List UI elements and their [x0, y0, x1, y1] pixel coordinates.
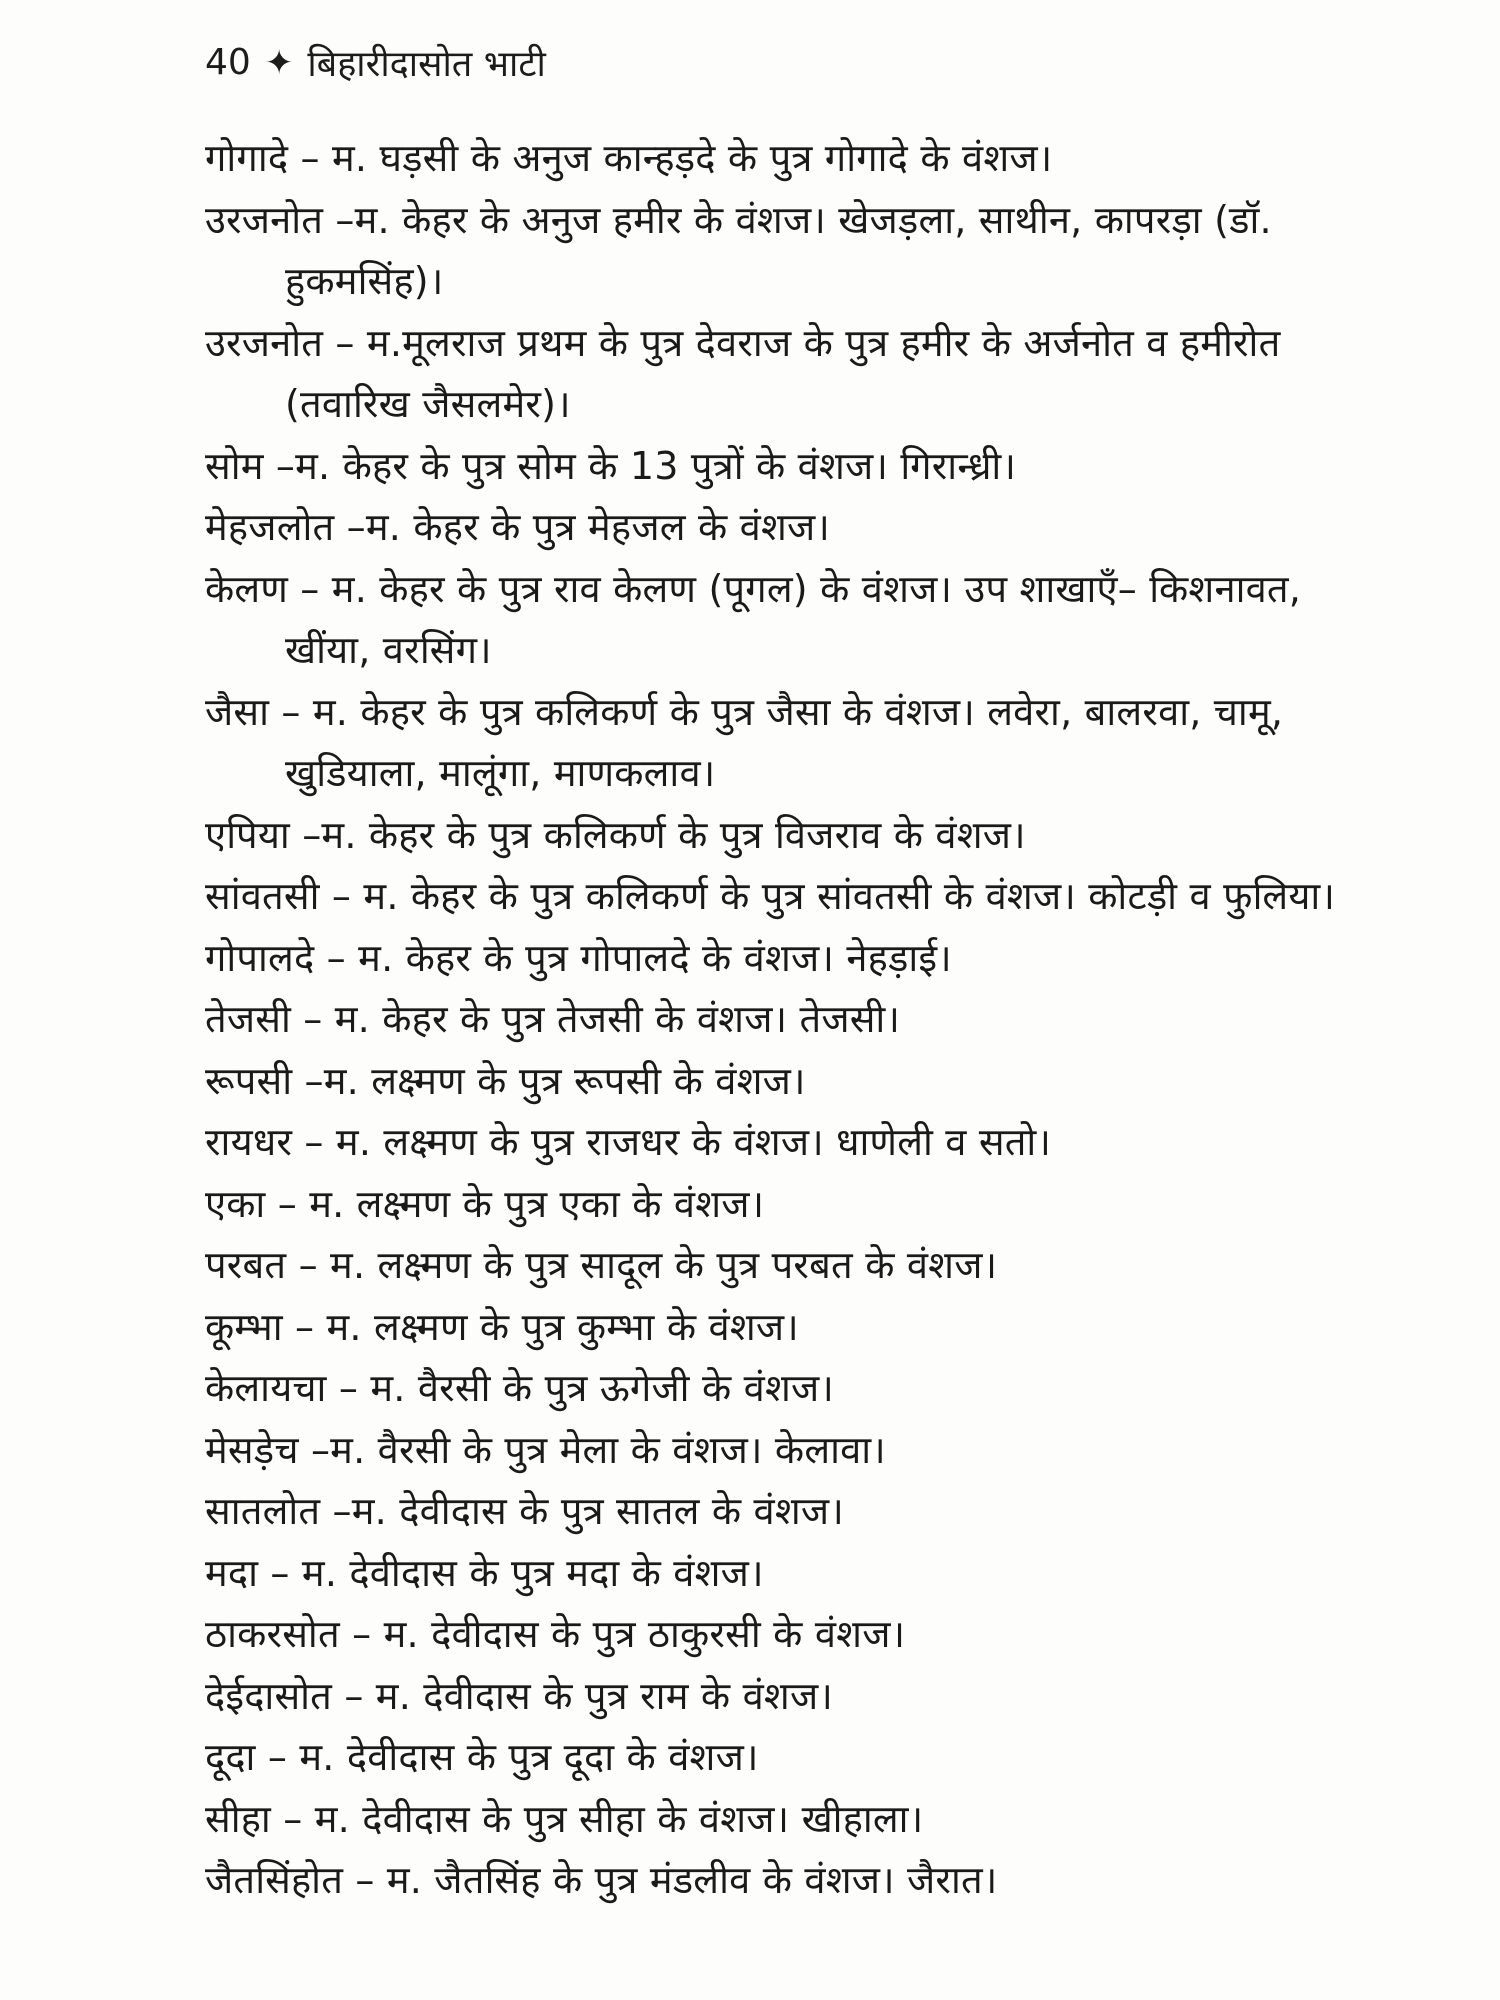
lineage-entry: ठाकरसोत – म. देवीदास के पुत्र ठाकुरसी के वंशज।	[205, 1612, 906, 1656]
lineage-entry: एपिया –म. केहर के पुत्र कलिकर्ण के पुत्र विजराव के वंशज।	[205, 812, 1026, 857]
lineage-entry: सातलोत –म. देवीदास के पुत्र सातल के वंशज।	[205, 1489, 844, 1533]
lineage-entry: दूदा – म. देवीदास के पुत्र दूदा के वंशज।	[205, 1735, 759, 1779]
lineage-entry: उरजनोत –म. केहर के अनुज हमीर के वंशज। खेजड़ला, साथीन, कापरड़ा (डॉ. हुकमसिंह)।	[205, 197, 1272, 303]
lineage-entry: केलायचा – म. वैरसी के पुत्र ऊगेजी के वंशज।	[205, 1366, 834, 1410]
running-title: बिहारीदासोत भाटी	[307, 44, 546, 85]
lineage-entry: जैसा – म. केहर के पुत्र कलिकर्ण के पुत्र जैसा के वंशज। लवेरा, बालरवा, चामू, खुडियाला, मालूंगा, माणकलाव।	[205, 689, 1284, 795]
lineage-entry: सांवतसी – म. केहर के पुत्र कलिकर्ण के पुत्र सांवतसी के वंशज। कोटड़ी व फुलिया।	[205, 874, 1336, 918]
lineage-entry: केलण – म. केहर के पुत्र राव केलण (पूगल) के वंशज। उप शाखाएँ– किशनावत, खींया, वरसिंग।	[205, 566, 1302, 672]
lineage-entry: देईदासोत – म. देवीदास के पुत्र राम के वंशज।	[205, 1673, 833, 1718]
lineage-entry: परबत – म. लक्ष्मण के पुत्र सादूल के पुत्र परबत के वंशज।	[205, 1243, 998, 1287]
lineage-entry: उरजनोत – म.मूलराज प्रथम के पुत्र देवराज के पुत्र हमीर के अर्जनोत व हमीरोत (तवारिख जैसलमेर)।	[205, 320, 1281, 426]
lineage-entry: सीहा – म. देवीदास के पुत्र सीहा के वंशज। खीहाला।	[205, 1796, 924, 1841]
lineage-entry: रायधर – म. लक्ष्मण के पुत्र राजधर के वंशज। धाणेली व सतो।	[205, 1120, 1052, 1164]
lineage-entry: एका – म. लक्ष्मण के पुत्र एका के वंशज।	[205, 1181, 765, 1226]
lineage-entry: मेसड़ेच –म. वैरसी के पुत्र मेला के वंशज। केलावा।	[205, 1427, 886, 1472]
lineage-entry: गोगादे – म. घड़सी के अनुज कान्हड़दे के पुत्र गोगादे के वंशज।	[205, 136, 1053, 180]
lineage-entry: रूपसी –म. लक्ष्मण के पुत्र रूपसी के वंशज।	[205, 1058, 806, 1103]
lineage-list	[205, 128, 1355, 1912]
lineage-entry: कूम्भा – म. लक्ष्मण के पुत्र कुम्भा के वंशज।	[205, 1304, 799, 1349]
page-number: 40	[205, 42, 251, 83]
lineage-entry: तेजसी – म. केहर के पुत्र तेजसी के वंशज। तेजसी।	[205, 997, 901, 1041]
lineage-entry: मेहजलोत –म. केहर के पुत्र मेहजल के वंशज।	[205, 505, 830, 549]
lineage-entry: मदा – म. देवीदास के पुत्र मदा के वंशज।	[205, 1550, 764, 1595]
lineage-entry: जैतसिंहोत – म. जैतसिंह के पुत्र मंडलीव के वंशज। जैरात।	[205, 1858, 998, 1902]
lineage-entry: गोपालदे – म. केहर के पुत्र गोपालदे के वंशज। नेहड़ाई।	[205, 935, 952, 980]
star-ornament-icon: ✦	[264, 42, 294, 83]
running-header	[205, 38, 546, 87]
lineage-entry: सोम –म. केहर के पुत्र सोम के 13 पुत्रों के वंशज। गिरान्ध्री।	[205, 443, 1017, 488]
